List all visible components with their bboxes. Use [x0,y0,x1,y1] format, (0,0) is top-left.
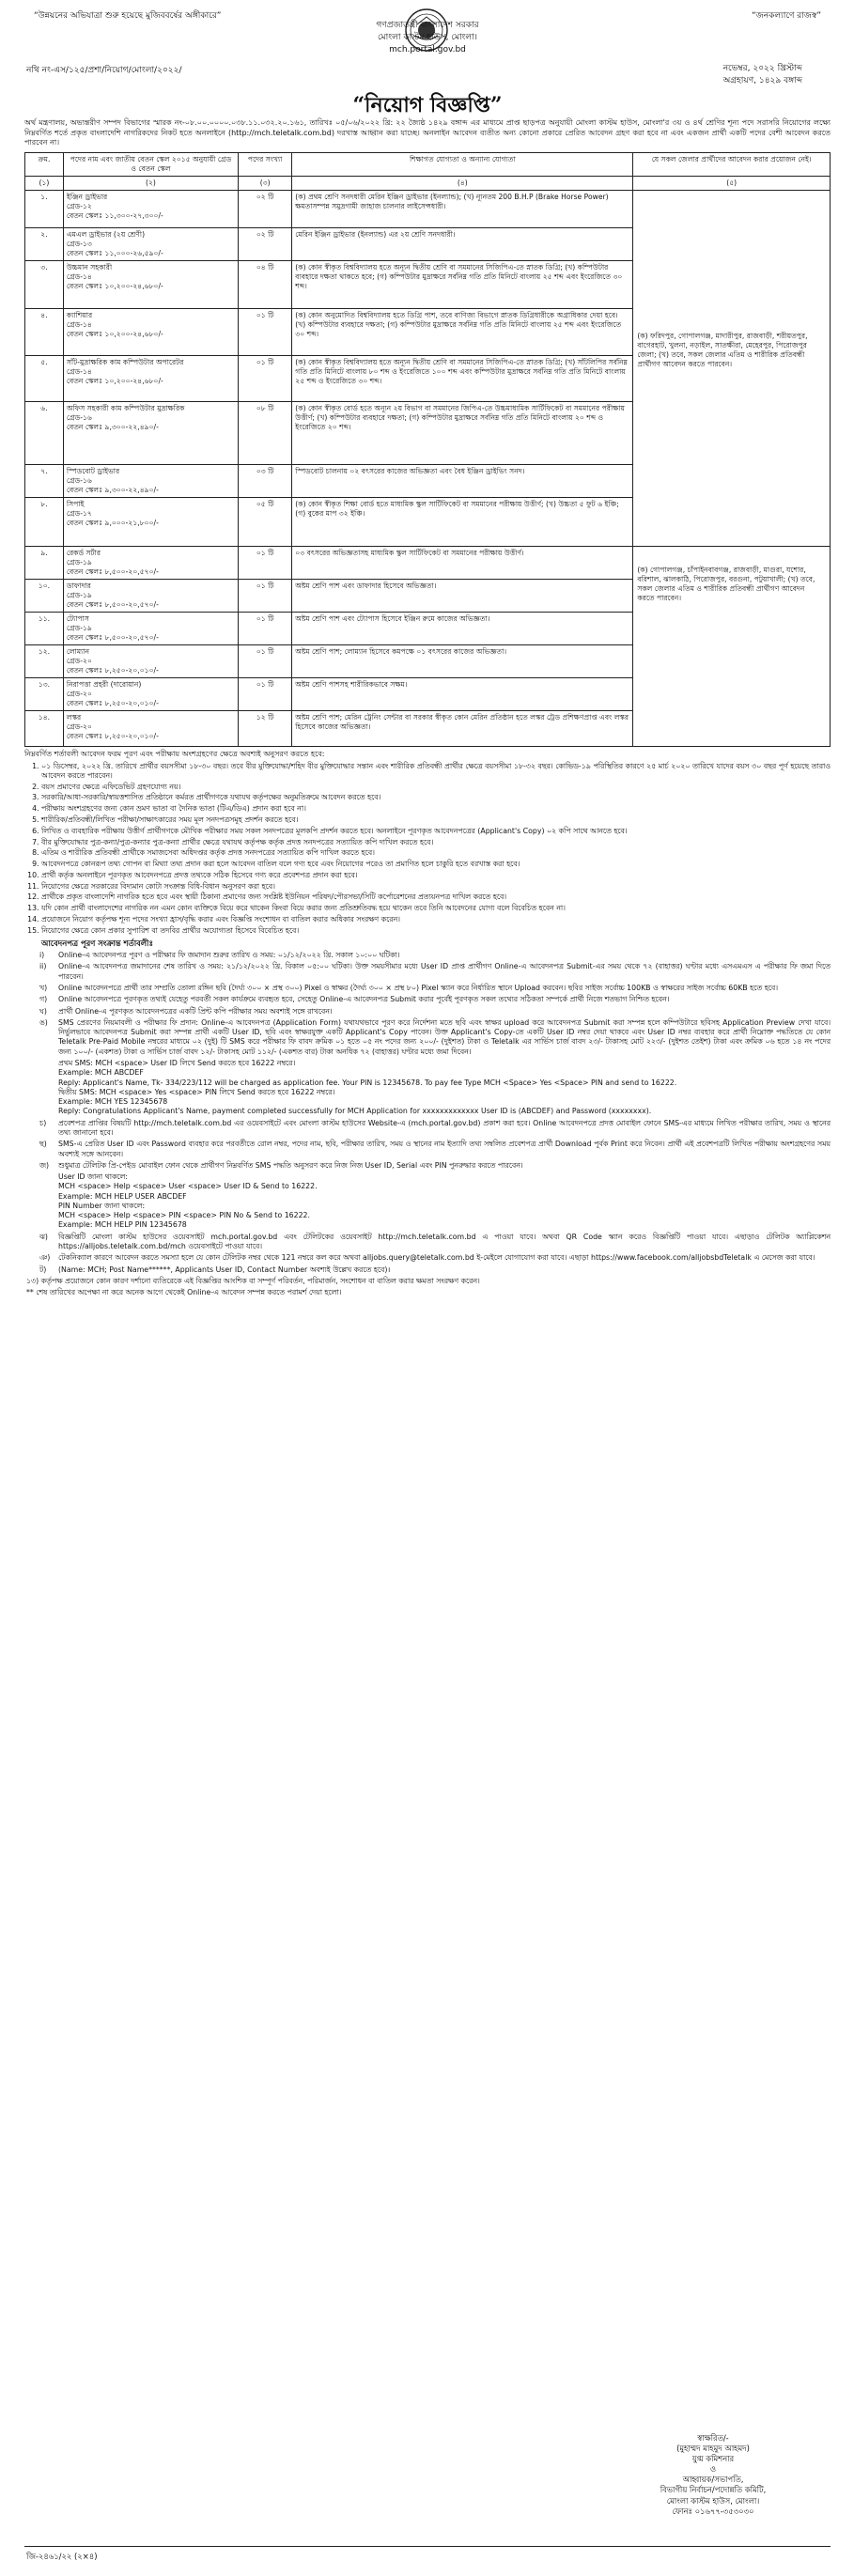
step-text: Online-এ আবেদনপত্র জমাদানের শেষ তারিখ ও সময়: ২১/১২/২০২২ খ্রি. বিকাল ০৫:০০ ঘটিকা। উক্ত সময়সীমার মধ্যে User ID প্রাপ্ত প্রার্থীগণ Online-এ আবেদনপত্র Submit-এর সময় থেকে ৭২ (বাহাত্তর) ঘণ্টার মধ্যে এসএমএস এ পরীক্ষার ফি জমা দিতে পারবেন। [58,962,831,981]
list-item [39,1253,831,1263]
post-grade: গ্রেড-১৬ [66,412,92,422]
post-cell [63,677,238,710]
list-item [39,962,831,982]
post-name: এমএল ড্রাইভার (২য় শ্রেণী) [66,229,146,239]
qualification: (ক) প্রথম শ্রেণি সনদধারী মেরিন ইঞ্জিন ড্রাইভার (ইনল্যান্ড); (খ) ন্যূনতম 200 B.H.P (Brake Horse Power) ক্ষমতাসম্পন্ন সমুদ্রগামী জাহাজ চালনার লাইসেন্সধারী। [292,190,633,227]
post-scale: বেতন স্কেলঃ ৮,২৫০-২০,০১০/- [66,699,159,707]
row-number: ১১. [25,612,64,644]
list-item: 9. আবেদনপত্রে কোনরূপ তথ্য গোপন বা মিথ্যা তথ্য প্রদান করা হলে আবেদন বাতিল বলে গণ্য হবে এবং নিয়োগের পরেও তা প্রমাণিত হলে চাকুরি হতে বরখাস্ত করা হবে। [41,860,831,869]
list-item: 5. শারীরিক/প্রতিবন্ধী/লিখিত পরীক্ষা/সাক্ষাৎকারের সময় মূল সনদপত্রসমূহ প্রদর্শন করতে হবে। [41,815,831,825]
post-cell [63,401,238,464]
step-marker: জ) [39,1160,50,1170]
post-grade: গ্রেড-১২ [66,201,92,210]
header-cell: শিক্ষাগত যোগ্যতা ও অন্যান্য যোগ্যতা [292,152,633,176]
recovery-pin-label: PIN Number জানা থাকলে: [58,1201,146,1210]
post-grade: গ্রেড-১৪ [66,366,92,376]
excluded-districts-1 [633,190,831,546]
excluded-districts-text-1: (ক) ফরিদপুর, গোপালগঞ্জ, মাদারীপুর, রাজবাড়ী, শরীয়তপুর, বাগেরহাট, খুলনা, নড়াইল, সাতক্ষীরা, মেহেরপুর, পিরোজপুর জেলা; (খ) তবে, সকল জেলার এতিম ও শারীরিক প্রতিবন্ধী প্রার্থীগণ আবেদন করতে পারবেন। [637,331,808,368]
recovery-instructions [58,1172,831,1231]
step-marker: ঝ) [39,1232,48,1241]
post-cell [63,612,238,644]
list-item [39,1017,831,1057]
sms-example-2: Example: MCH YES 12345678 [58,1097,168,1107]
post-scale: বেতন স্কেলঃ ১০,২০০-২৪,৬৮০/- [66,281,163,290]
list-item: 1. ০১ ডিসেম্বর, ২০২২ খ্রি. তারিখে প্রার্থীর বয়সসীমা ১৮-৩০ বছর। তবে বীর মুক্তিযোদ্ধা/শহিদ বীর মুক্তিযোদ্ধার সন্তান এবং শারীরিক প্রতিবন্ধী প্রার্থীর ক্ষেত্রে বয়সসীমা ১৮-৩২ বছর। কোভিড-১৯ পরিস্থিতির কারণে ২৫ মার্চ ২০২০ তারিখে যাদের বয়স ৩০ বছর পূর্ণ হয়েছে তারাও আবেদন করতে পারবেন। [41,762,831,782]
header-cell: যে সকল জেলার প্রার্থীদের আবেদন করার প্রয়োজন নেই। [633,152,831,176]
post-scale: বেতন স্কেলঃ ১১,৩০০-২৭,৩০০/- [66,210,163,220]
step-marker: ঘ) [39,1006,47,1016]
signatory-and: ও [709,2464,717,2475]
last-note-2: ** শেষ তারিখের অপেক্ষা না করে অনেক আগে থেকেই Online-এ আবেদন সম্পন্ন করতে পরামর্শ দেয়া হলো। [26,1288,342,1297]
step-marker: গ) [39,995,48,1004]
excluded-districts-text-2: (ক) গোপালগঞ্জ, চাঁপাইনবাবগঞ্জ, রাজবাড়ী, মাগুরা, যশোর, বরিশাল, ঝালকাঠি, পিরোজপুর, বরগুনা, পটুয়াখালী; (খ) তবে, সকল জেলার এতিম ও শারীরিক প্রতিবন্ধী প্রার্থীগণ আবেদন করতে পারবেন। [637,565,815,602]
qualification: অষ্টম শ্রেণি পাশসহ শারীরিকভাবে সক্ষম। [292,677,633,710]
step-marker: ii) [39,962,47,971]
post-count: ০৪ টি [239,260,292,308]
recovery-pin-line: MCH <space> Help <space> PIN <space> PIN No & Send to 16222. [58,1211,310,1220]
list-item: 15. নিয়োগের ক্ষেত্রে কোন প্রকার সুপারিশ বা তদবির প্রার্থীর অযোগ্যতা হিসেবে বিবেচিত হবে। [41,926,831,936]
post-count: ০২ টি [239,190,292,227]
post-grade: গ্রেড-১৬ [66,475,92,485]
row-number: ৭. [25,464,64,497]
signatory-phone: ফোনঃ ০১৬৭৭-৩৫৩০৩০ [672,2506,754,2516]
post-grade: গ্রেড-১৯ [66,623,92,632]
post-name: লস্কর [66,713,82,722]
list-item [39,1232,831,1252]
post-name: লোম্যান [66,646,90,656]
post-grade: গ্রেড-২০ [66,656,92,665]
qualification: মেরিন ইঞ্জিন ড্রাইভার (ইনল্যান্ড) এর ২য় শ্রেণি সনদধারী। [292,227,633,260]
row-number: ৮. [25,497,64,546]
second-sms: দ্বিতীয় SMS: MCH <space> Yes <space> PIN লিখে Send করতে হবে 16222 নম্বরে। [58,1087,335,1096]
row-number: ৬. [25,401,64,464]
post-cell [63,711,238,747]
recovery-user-id-line: MCH <space> Help <space> User <space> User ID & Send to 16222. [58,1182,318,1191]
step-text: Online আবেদনপত্রে পূরণকৃত তথ্যই যেহেতু পরবর্তী সকল কার্যক্রমে ব্যবহৃত হবে, সেহেতু Online-এ আবেদনপত্র Submit করার পূর্বেই পূরণকৃত সকল তথ্যের সঠিকতা সম্পর্কে প্রার্থী নিজে শতভাগ নিশ্চিত হবেন। [58,995,670,1004]
recovery-user-id-label: User ID জানা থাকলে: [58,1172,128,1182]
sms-instructions [58,1059,831,1117]
post-count: ১২ টি [239,711,292,747]
signatory-name: (মুহাম্মদ মাহমুদ আহমদ) [676,2444,750,2454]
row-number: ১৪. [25,711,64,747]
row-number: ১. [25,190,64,227]
column-number: (২) [63,176,238,190]
post-name: রেকর্ড সর্টার [66,548,101,557]
gov-line-1: গণপ্রজাতন্ত্রী বাংলাদেশ সরকার [376,21,479,30]
qualification: (ক) কোন স্বীকৃত শিক্ষা বোর্ড হতে মাধ্যমিক স্কুল সার্টিফিকেট বা সমমানের পরীক্ষায় উত্তীর্ণ; (খ) উচ্চতা ৫ ফুট ৬ ইঞ্চি; (গ) বুকের মাপ ৩২ ইঞ্চি। [292,497,633,546]
column-number-row [25,176,831,190]
post-name: নিরাপত্তা প্রহরী (দারোয়ান) [66,679,142,689]
post-count: ০৫ টি [239,497,292,546]
post-name: স্পিডবোট ড্রাইভার [66,466,120,475]
sms-example-1: Example: MCH ABCDEF [58,1068,144,1078]
header-cell: পদের নাম এবং জাতীয় বেতন স্কেল ২০১৫ অনুযায়ী গ্রেড ও বেতন স্কেল [63,152,238,176]
qualification: স্পিডবোট চালনায় ০২ বৎসরের কাজের অভিজ্ঞতা এবং বৈধ ইঞ্জিন ড্রাইভিং সনদ। [292,464,633,497]
page-title: “নিয়োগ বিজ্ঞপ্তি” [352,93,503,117]
list-item: 7. বীর মুক্তিযোদ্ধার পুত্র-কন্যা/পুত্র-কন্যার পুত্র-কন্যা প্রার্থীর ক্ষেত্রে যথাযথ কর্তৃপক্ষ কর্তৃক প্রদত্ত সনদপত্রের সত্যায়িত কপি দাখিল করতে হবে। [41,838,831,847]
post-count: ০১ টি [239,355,292,401]
list-item: 14. প্রয়োজনে নিয়োগ কর্তৃপক্ষ শূন্য পদের সংখ্যা হ্রাস/বৃদ্ধি করার এবং বিজ্ঞপ্তি সংশোধন বা বাতিল করার অধিকার সংরক্ষণ করেন। [41,915,831,924]
footer-code: জি-২৪৬১/২২ (২×৪) [26,2552,98,2561]
application-heading: আবেদনপত্র পূরণ সংক্রান্ত শর্তাবলীঃ [41,939,153,949]
step-text: শুধুমাত্র টেলিটক প্রি-পেইড মোবাইল ফোন থেকে প্রার্থীগণ নিম্নবর্ণিত SMS পদ্ধতি অনুসরণ করে নিজ নিজ User ID, Serial এবং PIN পুনরুদ্ধার করতে পারবেন। [58,1160,523,1170]
qualification: অষ্টম শ্রেণি পাশ এবং ট্যোপাস হিসেবে ইঞ্জিন রুমে কাজের অভিজ্ঞতা। [292,612,633,644]
post-grade: গ্রেড-১৪ [66,272,92,281]
post-scale: বেতন স্কেলঃ ১১,০০০-২৬,৫৯০/- [66,248,163,257]
recovery-pin-example: Example: MCH HELP PIN 12345678 [58,1220,187,1230]
post-scale: বেতন স্কেলঃ ৯,৩০০-২২,৪৯০/- [66,485,159,494]
post-grade: গ্রেড-২০ [66,689,92,698]
post-cell [63,190,238,227]
list-item [39,951,831,960]
row-number: ২. [25,227,64,260]
post-count: ০২ টি [239,227,292,260]
list-item: 11. নিয়োগের ক্ষেত্রে সরকারের বিদ্যমান কোটা সংক্রান্ত বিধি-বিধান অনুসরণ করা হবে। [41,882,831,892]
post-scale: বেতন স্কেলঃ ৮,৫০০-২০,৫৭০/- [66,632,159,642]
list-item: 4. পরীক্ষায় অংশগ্রহণের জন্য কোন ভ্রমণ ভাতা বা দৈনিক ভাতা (টিএ/ডিএ) প্রদান করা হবে না। [41,804,831,814]
step-text: SMS প্রেরণের নিয়মাবলী ও পরীক্ষার ফি প্রদান: Online-এ আবেদনপত্র (Application Form) যথাযথভাবে পূরণ করে নির্দেশনা মতে ছবি এবং স্বাক্ষর upload করে আবেদনপত্র Submit করা সম্পন্ন হলে কম্পিউটারে ছবিসহ Application Preview দেখা যাবে। নির্ভুলভাবে আবেদনপত্র Submit করা সম্পন্ন প্রার্থী একটি User ID, ছবি এবং স্বাক্ষরযুক্ত একটি Applicant's Copy পাবেন। উক্ত Applicant's Copy-তে একটি User ID নম্বর দেয়া থাকবে এবং User ID নম্বর ব্যবহার করে প্রার্থী নিম্নোক্ত পদ্ধতিতে যে কোন Teletalk Pre-Paid Mobile নম্বরের মাধ্যমে ০২ (দুই) টি SMS করে পরীক্ষার ফি বাবদ ক্রমিক ০১ হতে ০৫ নং পদের জন্য ২০০/- (দুইশত) টাকা ও Teletalk এর সার্ভিস চার্জ বাবদ ২৩/- টাকাসহ মোট ২২৩/- (দুইশত তেইশ) টাকা এবং ক্রমিক ০৬ হতে ১৪ নং পদের জন্য ১০০/- (একশত) টাকা ও সার্ভিস চার্জ বাবদ ১২/- টাকাসহ মোট ১১২/- (একশত বার) টাকা অনধিক ৭২ (বাহাত্তর) ঘণ্টার মধ্যে জমা দিবেন। [58,1017,831,1056]
date-bangla: অগ্রহায়ণ, ১৪২৯ বঙ্গাব্দ [722,76,802,85]
list-item [39,1265,831,1275]
signature-block [591,2433,835,2517]
post-cell [63,579,238,612]
table-header-row [25,152,831,176]
post-count: ০১ টি [239,644,292,677]
row-number: ১৩. [25,677,64,710]
list-item: 10. প্রার্থী কর্তৃক অনলাইনে পূরণকৃত আবেদনপত্রে প্রদত্ত তথ্যকে সঠিক হিসেবে গণ্য করে প্রবেশপত্র প্রদান করা হবে। [41,871,831,880]
post-cell [63,546,238,579]
list-item: 13. যদি কোন প্রার্থী বাংলাদেশের নাগরিক নন এমন কোন ব্যক্তিকে বিয়ে করে থাকেন কিংবা বিয়ে করার জন্য প্রতিশ্রুতিবদ্ধ হয়ে থাকেন তবে তিনি আবেদনের যোগ্য বলে বিবেচিত হবেন না। [41,904,831,913]
post-name: ক্যাশিয়ার [66,310,93,319]
post-grade: গ্রেড-১৯ [66,557,92,566]
excluded-districts-2 [633,546,831,746]
post-name: ইঞ্জিন ড্রাইভার [66,192,108,201]
step-text: প্রবেশপত্র প্রাপ্তির বিষয়টি http://mch.teletalk.com.bd এর ওয়েবসাইটে এবং মোংলা কাস্টম হাউসের Website-এ (mch.portal.gov.bd) প্রকাশ করা হবে। Online আবেদনপত্রে প্রদত্ত মোবাইল ফোনে SMS-এর মাধ্যমে লিখিত পরীক্ষার তারিখ, সময় ও স্থানের তথ্য জানানো হবে। [58,1118,831,1137]
qualification: (ক) কোন স্বীকৃত বিশ্ববিদ্যালয় হতে অন্যূন দ্বিতীয় শ্রেণি বা সমমানের সিজিপিএ-তে স্নাতক ডিগ্রি; (খ) কম্পিউটার ব্যবহারে দক্ষতা থাকতে হবে; (গ) কম্পিউটার মুদ্রাক্ষরে সর্বনিম্ন গতি প্রতি মিনিটে বাংলায় ২৫ শব্দ এবং ইংরেজিতে ৩০ শব্দ। [292,260,633,308]
qualification: ০৩ বৎসরের অভিজ্ঞতাসহ মাধ্যমিক স্কুল সার্টিফিকেট বা সমমানের পরীক্ষায় উত্তীর্ণ। [292,546,633,579]
conditions-heading: নিম্নবর্ণিত শর্তাবলী আবেদন ফরম পূরণ এবং পরীক্ষায় অংশগ্রহণের ক্ষেত্রে অবশ্যই অনুসরণ করতে হবে: [24,750,325,759]
table-row [25,546,831,579]
row-number: ৫. [25,355,64,401]
list-item: 6. লিখিত ও ব্যবহারিক পরীক্ষায় উত্তীর্ণ প্রার্থীগণকে মৌখিক পরীক্ষার সময় সকল সনদপত্রের মূলকপি প্রদর্শন করতে হবে। অনলাইনে পূরণকৃত আবেদনপত্রের (Applicant's Copy) ০২ কপি সাথে আনতে হবে। [41,827,831,836]
step-marker: ট) [39,1265,47,1274]
post-scale: বেতন স্কেলঃ ৮,২৫০-২০,০১০/- [66,665,159,675]
header-cell: ক্রম. [25,152,64,176]
qualification: অষ্টম শ্রেণি পাশ এবং ডাফাদার হিসেবে অভিজ্ঞতা। [292,579,633,612]
post-scale: বেতন স্কেলঃ ১০,২০০-২৪,৬৮০/- [66,376,163,385]
recovery-user-id-example: Example: MCH HELP USER ABCDEF [58,1191,187,1201]
notice-header [24,8,831,118]
last-note-1: ১৩) কর্তৃপক্ষ প্রয়োজনে কোন কারণ দর্শানো ব্যতিরেকে এই বিজ্ঞপ্তির আংশিক বা সম্পূর্ণ পরিবর্তন, পরিমার্জন, সংশোধন বা বাতিল করার ক্ষমতা সংরক্ষণ করেন। [26,1276,480,1285]
list-item [39,1118,831,1139]
notice-page [24,8,831,1297]
list-item: 8. এতিম ও শারীরিক প্রতিবন্ধী প্রার্থীকে সমাজসেবা অধিদপ্তর কর্তৃক প্রদত্ত সনদপত্রের সত্যায়িত কপি দাখিল করতে হবে। [41,848,831,858]
row-number: ৪. [25,308,64,355]
list-item [39,1140,831,1159]
list-item: 3. সরকারি/আধা-সরকারি/স্বায়ত্তশাসিত প্রতিষ্ঠানে কর্মরত প্রার্থীগণকে যথাযথ কর্তৃপক্ষের অনুমতিক্রমে আবেদন করতে হবে। [41,793,831,802]
application-steps [39,951,831,1057]
post-grade: গ্রেড-১৯ [66,590,92,599]
conditions-list [24,762,831,937]
post-count: ০১ টি [239,579,292,612]
post-name: সাঁট-মুদ্রাক্ষরিক কাম কম্পিউটার অপারেটর [66,357,184,366]
signatory-designation: যুগ্ম কমিশনার [691,2454,735,2464]
date-english: নভেম্বর, ২০২২ খ্রিস্টাব্দ [722,64,802,73]
column-number: (৫) [633,176,831,190]
footer-divider [24,2546,831,2547]
post-scale: বেতন স্কেলঃ ১০,২০০-২৪,৬৮০/- [66,329,163,338]
post-cell [63,355,238,401]
post-count: ০১ টি [239,546,292,579]
list-item [39,984,831,993]
more-steps [39,1118,831,1171]
step-text: প্রার্থী Online-এ পূরণকৃত আবেদনপত্রের একটি প্রিন্ট কপি পরীক্ষার সময় অবশ্যই সঙ্গে রাখবেন। [58,1006,333,1016]
signed-label: স্বাক্ষরিত/- [697,2433,729,2443]
post-count: ০১ টি [239,612,292,644]
post-name: অফিস সহকারী কাম কম্পিউটার মুদ্রাক্ষরিক [66,403,185,412]
list-item: 12. প্রার্থীকে প্রকৃত বাংলাদেশি নাগরিক হতে হবে এবং স্থায়ী ঠিকানা প্রমাণের জন্য সংশ্লিষ্ট ইউনিয়ন পরিষদ/পৌরসভা/সিটি কর্পোরেশনের প্রত্যয়নপত্র দাখিল করতে হবে। [41,892,831,902]
step-text: বিজ্ঞপ্তিটি মোংলা কাস্টম হাউসের ওয়েবসাইট mch.portal.gov.bd এবং টেলিটকের ওয়েবসাইট http://mch.teletalk.com.bd এ পাওয়া যাবে। অথবা QR Code স্ক্যান করেও বিজ্ঞপ্তিটি পাওয়া যাবে। এছাড়াও টেলিটক অ্যাপ্লিকেশন https://alljobs.teletalk.com.bd/mch ওয়েবসাইটে পাওয়া যাবে। [58,1232,831,1251]
table-row [25,190,831,227]
signatory-role-1: আহ্বায়ক/সভাপতি, [682,2475,744,2485]
post-count: ০১ টি [239,308,292,355]
qualification: অষ্টম শ্রেণি পাশ; লোম্যান হিসেবে কমপক্ষে ০১ বৎসরের কাজের অভিজ্ঞতা। [292,644,633,677]
post-name: ট্যোপাস [66,613,89,623]
column-number: (৩) [239,176,292,190]
qualification: (ক) কোন স্বীকৃত বিশ্ববিদ্যালয় হতে অন্যূন দ্বিতীয় শ্রেণি বা সমমানের সিজিপিএ-তে স্নাতক ডিগ্রি; (খ) সাঁটলিপির সর্বনিম্ন গতি প্রতি মিনিটে বাংলায় ৮০ শব্দ ও ইংরেজিতে ১০০ শব্দ এবং কম্পিউটার মুদ্রাক্ষরে সর্বনিম্ন গতি প্রতি মিনিটে বাংলায় ২৫ শব্দ ও ইংরেজিতে ৩০ শব্দ। [292,355,633,401]
qualification: অষ্টম শ্রেণি পাশ; মেরিন ট্রেনিং সেন্টার বা সরকার স্বীকৃত কোন মেরিন প্রতিষ্ঠান হতে লস্কর ট্রেড প্রশিক্ষণপ্রাপ্ত এবং লস্কর হিসেবে কাজের অভিজ্ঞতা। [292,711,633,747]
list-item: 2. বয়স প্রমাণের ক্ষেত্রে এফিডেভিট গ্রহণযোগ্য নয়। [41,783,831,792]
step-marker: চ) [39,1118,47,1127]
post-scale: বেতন স্কেলঃ ৯,৩০০-২২,৪৯০/- [66,422,159,431]
step-text: (Name: MCH; Post Name******, Applicants User ID, Contact Number অবশ্যই উল্লেখ করতে হবে)। [58,1265,391,1274]
post-name: উচ্চমান সহকারী [66,262,113,272]
column-number: (১) [25,176,64,190]
list-item [39,1006,831,1016]
post-scale: বেতন স্কেলঃ ৮,৫০০-২০,৫৭০/- [66,599,159,609]
post-cell [63,260,238,308]
post-scale: বেতন স্কেলঃ ৮,২৫০-২০,০১০/- [66,732,159,741]
qualification: (ক) কোন স্বীকৃত বোর্ড হতে অন্যূন ২য় বিভাগ বা সমমানের জিপিএ-তে উচ্চমাধ্যমিক সার্টিফিকেট বা সমমানের পরীক্ষায় উত্তীর্ণ; (খ) কম্পিউটার ব্যবহারে দক্ষতা; (গ) কম্পিউটার মুদ্রাক্ষরে সর্বনিম্ন গতি প্রতি মিনিটে বাংলায় ২০ শব্দ ও ইংরেজিতে ২০ শব্দ। [292,401,633,464]
post-name: সিপাই [66,499,85,508]
first-sms: প্রথম SMS: MCH <space> User ID লিখে Send করতে হবে 16222 নম্বরে। [58,1058,296,1067]
step-text: টেকনিক্যাল কারণে আবেদন করতে সমস্যা হলে যে কোন টেলিটক নম্বর থেকে 121 নম্বরে কল করে অথবা alljobs.query@teletalk.com.bd ই-মেইলে যোগাযোগ করা যাবে। এছাড়া https://www.facebook.com/alljobsbdTeletalk এ মেসেজ করা যাবে। [58,1253,815,1263]
step-marker: i) [39,951,45,960]
post-grade: গ্রেড-১৩ [66,239,92,248]
post-cell [63,227,238,260]
step-text: Online আবেদনপত্রে প্রার্থী তার সম্প্রতি তোলা রঙ্গিন ছবি (দৈর্ঘ্য ৩০০ × প্রস্থ ৩০০) Pixel ও স্বাক্ষর (দৈর্ঘ্য ৩০০ × প্রস্থ ৮০) Pixel স্ক্যান করে নির্ধারিত স্থানে Upload করবেন। ছবির সাইজ সর্বোচ্চ 100KB ও স্বাক্ষরের সাইজ সর্বোচ্চ 60KB হতে হবে। [58,984,779,992]
column-number: (৪) [292,176,633,190]
step-marker: ঙ) [39,1017,48,1027]
post-grade: গ্রেড-১৭ [66,508,92,518]
row-number: ৯. [25,546,64,579]
sms-reply-1: Reply: Applicant's Name, Tk- 334/223/112 will be charged as application fee. Your PIN is 12345678. To pay fee Type MCH <Space> Yes <Space> PIN and send to 16222. [58,1078,677,1087]
row-number: ১২. [25,644,64,677]
signatory-role-2: বিভাগীয় নির্বাচন/পদোন্নতি কমিটি, [660,2485,767,2495]
post-scale: বেতন স্কেলঃ ৯,০০০-২১,৮০০/- [66,518,159,527]
intro-paragraph: অর্থ মন্ত্রণালয়, অভ্যন্তরীণ সম্পদ বিভাগের স্মারক নং-০৮.০০.০০০০.০৩৮.১১.০৩২.২০.১৬১, তারিখঃ ০৫/০৬/২০২২ খ্রি: ২২ জ্যৈষ্ঠ ১৪২৯ বঙ্গাব্দ এর মাধ্যমে প্রাপ্ত ছাড়পত্র অনুযায়ী মোংলা কাস্টম হাউস, মোংলা'র ৩য় ও ৪র্থ শ্রেণির শূন্য পদে সরাসরি নিয়োগের লক্ষ্যে নিম্নবর্ণিত শর্তে প্রকৃত বাংলাদেশি নাগরিকদের নিকট হতে অনলাইনে (http://mch.teletalk.com.bd) দরখাস্ত আহ্বান করা যাচ্ছে। অনলাইন আবেদন ব্যতীত অন্য কোনো প্রকারে প্রেরিত আবেদন গ্রহণ করা হবে না এবং একজন প্রার্থী একটি পদের বেশী আবেদন করতে পারবেন না। [24,118,831,147]
signatory-org: মোংলা কাস্টম হাউস, মোংলা। [666,2495,760,2506]
row-number: ৩. [25,260,64,308]
memo-number: নথি নং-এস/১২৫/প্রশা/নিয়োগ/মোংলা/২০২২/ [26,66,182,75]
step-text: SMS-এ প্রেরিত User ID এবং Password ব্যবহার করে পরবর্তীতে রোল নম্বর, পদের নাম, ছবি, পরীক্ষার তারিখ, সময় ও স্থানের নাম ইত্যাদি তথ্য সম্বলিত প্রবেশপত্র প্রার্থী Download পূর্বক Print করে নিবেন। প্রার্থী এই প্রবেশপত্রটি লিখিত পরীক্ষায় অংশগ্রহণের সময় অবশ্যই সঙ্গে আনবেন। [58,1140,831,1158]
header-cell: পদের সংখ্যা [239,152,292,176]
post-grade: গ্রেড-২০ [66,722,92,732]
posts-table [24,152,831,747]
final-steps [39,1232,831,1275]
step-marker: ঞ) [39,1253,51,1263]
post-count: ০১ টি [239,677,292,710]
step-marker: ছ) [39,1140,47,1149]
post-cell [63,497,238,546]
post-cell [63,308,238,355]
post-grade: গ্রেড-১৪ [66,319,92,329]
gov-line-2: মোংলা কাস্টম হাউস, মোংলা। [378,33,477,42]
post-cell [63,464,238,497]
post-scale: বেতন স্কেলঃ ৮,৫০০-২০,৫৭০/- [66,566,159,576]
qualification: (ক) কোন অনুমোদিত বিশ্ববিদ্যালয় হতে ডিগ্রি পাশ, তবে বাণিজ্য বিভাগে স্নাতক ডিগ্রিধারীকে অগ্রাধিকার দেয়া হবে। (খ) কম্পিউটার ব্যবহারে দক্ষতা; (গ) কম্পিউটার মুদ্রাক্ষরে সর্বনিম্ন গতি প্রতি মিনিটে বাংলায় ২৫ শব্দ এবং ইংরেজিতে ৩০ শব্দ। [292,308,633,355]
post-count: ০৩ টি [239,464,292,497]
post-count: ০৮ টি [239,401,292,464]
list-item [39,1160,831,1171]
website-link[interactable]: mch.portal.gov.bd [389,45,466,54]
row-number: ১০. [25,579,64,612]
step-marker: খ) [39,984,48,992]
list-item [39,995,831,1004]
slogan-left: “উন্নয়নের অভিযাত্রা শুরু হয়েছে মুজিববর্ষের অঙ্গীকারে” [34,11,222,21]
slogan-right: “জনকল্যাণে রাজস্ব” [752,11,821,21]
post-cell [63,644,238,677]
sms-reply-2: Reply: Congratulations Applicant's Name, payment completed successfully for MCH Application for xxxxxxxxxxxxx User ID is (ABCDEF) and Password (xxxxxxxx). [58,1107,652,1116]
step-text: Online-এ আবেদনপত্র পূরণ ও পরীক্ষার ফি জমাদান শুরুর তারিখ ও সময়: ০১/১২/২০২২ খ্রি. সকাল ১০:০০ ঘটিকা। [58,951,400,960]
post-name: ডাফাদার [66,581,91,590]
